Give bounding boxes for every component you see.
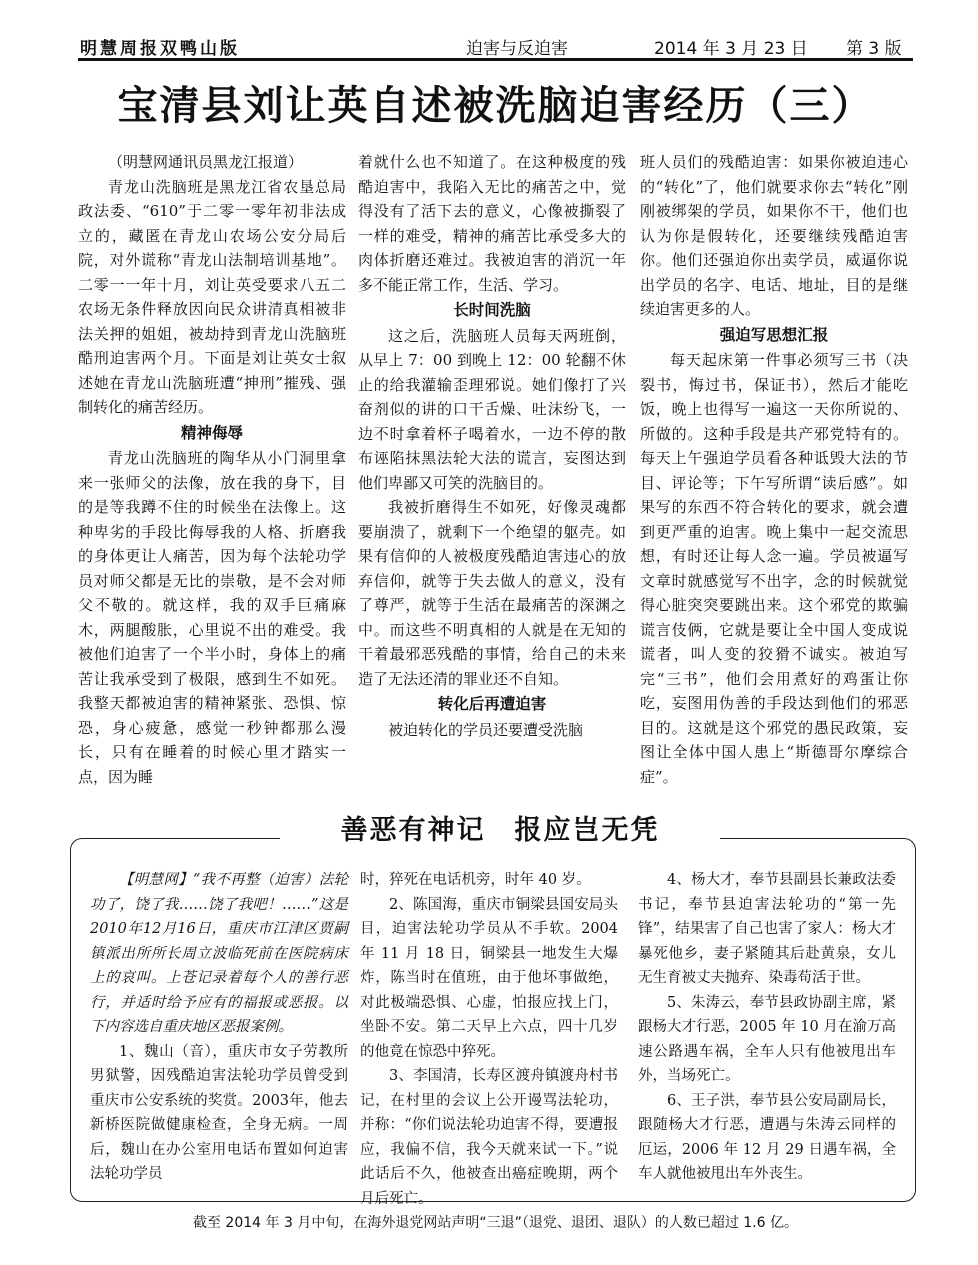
- article-paragraph: 着就什么也不知道了。在这种极度的残酷迫害中，我陷入无比的痛苦之中，觉得没有了活下去的意义，心像被撕裂了一样的难受，精神的痛苦比承受多大的肉体折磨还难过。我被迫害的消沉一年多不能正常工作，生活、学习。: [358, 153, 626, 294]
- subheading: 长时间洗脑: [453, 301, 531, 319]
- article-paragraph: 每天起床第一件事必须写三书（决裂书，悔过书，保证书），然后才能吃饭，晚上也得写一遍这一天你所说的、所做的。这种手段是共产邪党特有的。每天上午强迫学员看各种诋毁大法的节目、评论等；下午写所谓“读后感”。如果写的东西不符合转化的要求，就会遭到更严重的迫害。晚上集中一起交流思想，有时还让每人念一遍。学员被逼写文章时就感觉写不出字，念的时候就觉得心脏突突要跳出来。这个邪党的欺骗谎言伎俩，它就是要让全中国人变成说谎者，叫人变的狡猾不诚实。被迫写完“三书”，他们会用煮好的鸡蛋让你吃，妄图用伪善的手段达到他们的邪恶目的。这就是这个邪党的愚民政策，妄图让全体中国人患上“斯德哥尔摩综合症”。: [640, 351, 908, 786]
- sidebar-column-2: [360, 868, 618, 1211]
- article-paragraph: 班人员们的残酷迫害：如果你被迫违心的“转化”了，他们就要求你去“转化”刚刚被绑架的学员，如果你不干，他们也认为你是假转化，还要继续残酷迫害你。他们还强迫你出卖学员，威逼你说出学员的名字、电话、地址，目的是继续迫害更多的人。: [640, 153, 908, 318]
- sidebar-column-3: [638, 868, 896, 1187]
- sidebar-paragraph: 6、王子洪，奉节县公安局副局长，跟随杨大才行恶，遭遇与朱涛云同样的厄运，2006 年 12 月 29 日遇车祸，全车人就他被甩出车外丧生。: [638, 1092, 896, 1182]
- masthead-rule: [78, 58, 913, 61]
- article-paragraph: 青龙山洗脑班是黑龙江省农垦总局政法委、“610”于二零一零年初非法成立的，藏匿在青龙山农场公安分局后院，对外谎称“青龙山法制培训基地”。二零一一年十月，刘让英受要求八五二农场无条件释放因向民众讲清真相被非法关押的姐姐，被劫持到青龙山洗脑班酷刑迫害两个月。下面是刘让英女士叙述她在青龙山洗脑班遭“抻刑”摧残、强制转化的痛苦经历。: [78, 177, 346, 416]
- sidebar-title: 善恶有神记 报应岂无凭: [280, 808, 720, 854]
- sidebar-paragraph: 1、魏山（音），重庆市女子劳教所男狱警，因残酷迫害法轮功学员曾受到重庆市公安系统的奖赏。2003年，他去新桥医院做健康检查，全身无病。一周后，魏山在办公室用电话布置如何迫害法轮功学员: [90, 1043, 348, 1182]
- article-paragraph: 青龙山洗脑班的陶华从小门洞里拿来一张师父的法像，放在我的身下，目的是等我蹲不住的时候坐在法像上。这种卑劣的手段比侮辱我的人格、折磨我的身体更让人痛苦，因为每个法轮功学员对师父都是无比的崇敬，是不会对师父不敬的。就这样，我的双手巨痛麻木，两腿酸胀，心里说不出的难受。我被他们迫害了一个半小时，身体上的痛苦让我承受到了极限，感到生不如死。我整天都被迫害的精神紧张、恐惧、惊恐，身心疲惫，感觉一秒钟都那么漫长，只有在睡着的时候心里才踏实一点，因为睡: [78, 449, 346, 786]
- article-column-3: [640, 150, 908, 789]
- article-column-1: [78, 150, 346, 789]
- issue-date: 2014 年 3 月 23 日: [654, 39, 808, 59]
- dateline: （明慧网通讯员黑龙江报道）: [108, 153, 304, 171]
- article-column-2: [358, 150, 626, 742]
- sidebar-paragraph: 4、杨大才，奉节县副县长兼政法委书记，奉节县迫害法轮功的“第一先锋”，结果害了自己也害了家人：杨大才暴死他乡，妻子紧随其后赴黄泉，女儿无生育被丈夫抛弃、染毒苟活于世。: [638, 872, 896, 986]
- subheading: 转化后再遭迫害: [437, 695, 547, 713]
- article-headline: 宝清县刘让英自述被洗脑迫害经历（三）: [117, 82, 874, 129]
- sidebar-paragraph: 3、李国清，长寿区渡舟镇渡舟村书记，在村里的会议上公开谩骂法轮功，并称：“你们说法轮功迫害不得，要遭报应，我偏不信，我今天就来试一下。”说此话后不久，他被查出癌症晚期，两个月后死亡。: [360, 1068, 618, 1207]
- paper-name: 明慧周报双鸭山版: [80, 39, 240, 59]
- subheading: 强迫写思想汇报: [719, 325, 829, 344]
- subheading: 精神侮辱: [180, 423, 243, 442]
- sidebar-lead: 【明慧网】“我不再整（迫害）法轮功了，饶了我……饶了我吧！……”这是2010年12月16日，重庆市江津区贾嗣镇派出所所长周立波临死前在医院病床上的哀叫。上苍记录着每个人的善行恶行，并适时给予应有的福报或恶报。以下内容选自重庆地区恶报案例。: [90, 872, 348, 1035]
- sidebar-column-1: [90, 868, 348, 1187]
- section-name: 迫害与反迫害: [466, 39, 568, 59]
- masthead: [78, 30, 913, 64]
- article-paragraph: 被迫转化的学员还要遭受洗脑: [388, 720, 584, 739]
- sidebar-paragraph: 2、陈国海，重庆市铜梁县国安局头目，迫害法轮功学员从不手软。2004 年 11 月 18 日，铜梁县一地发生大爆炸，陈当时在值班，由于他坏事做绝，对此极端恐惧、心虚，怕报应找上门，坐卧不安。第二天早上六点，四十几岁的他竟在惊恐中猝死。: [360, 896, 618, 1060]
- sidebar-paragraph: 时，猝死在电话机旁，时年 40 岁。: [360, 872, 591, 888]
- article-paragraph: 这之后，洗脑班人员每天两班倒，从早上 7：00 到晚上 12：00 轮翻不休止的给我灌输歪理邪说。她们像打了兴奋剂似的讲的口干舌燥、吐沫纷飞，一边不时拿着杯子喝着水，一边不停的散布诬陷抹黑法轮大法的谎言，妄图达到他们卑鄙又可笑的洗脑目的。: [358, 326, 626, 492]
- footer-note: 截至 2014 年 3 月中旬，在海外退党网站声明“三退”（退党、退团、退队）的人数已超过 1.6 亿。: [192, 1215, 798, 1231]
- article-paragraph: 我被折磨得生不如死，好像灵魂都要崩溃了，就剩下一个绝望的躯壳。如果有信仰的人被极度残酷迫害违心的放弃信仰，就等于失去做人的意义，没有了尊严，就等于生活在最痛苦的深渊之中。而这些不明真相的人就是在无知的干着最邪恶残酷的事情，给自己的未来造了无法还清的罪业还不自知。: [358, 498, 626, 688]
- page-number: 第 3 版: [846, 39, 902, 59]
- sidebar-paragraph: 5、朱涛云，奉节县政协副主席，紧跟杨大才行恶，2005 年 10 月在渝万高速公路遇车祸，全车人只有他被甩出车外，当场死亡。: [638, 994, 896, 1084]
